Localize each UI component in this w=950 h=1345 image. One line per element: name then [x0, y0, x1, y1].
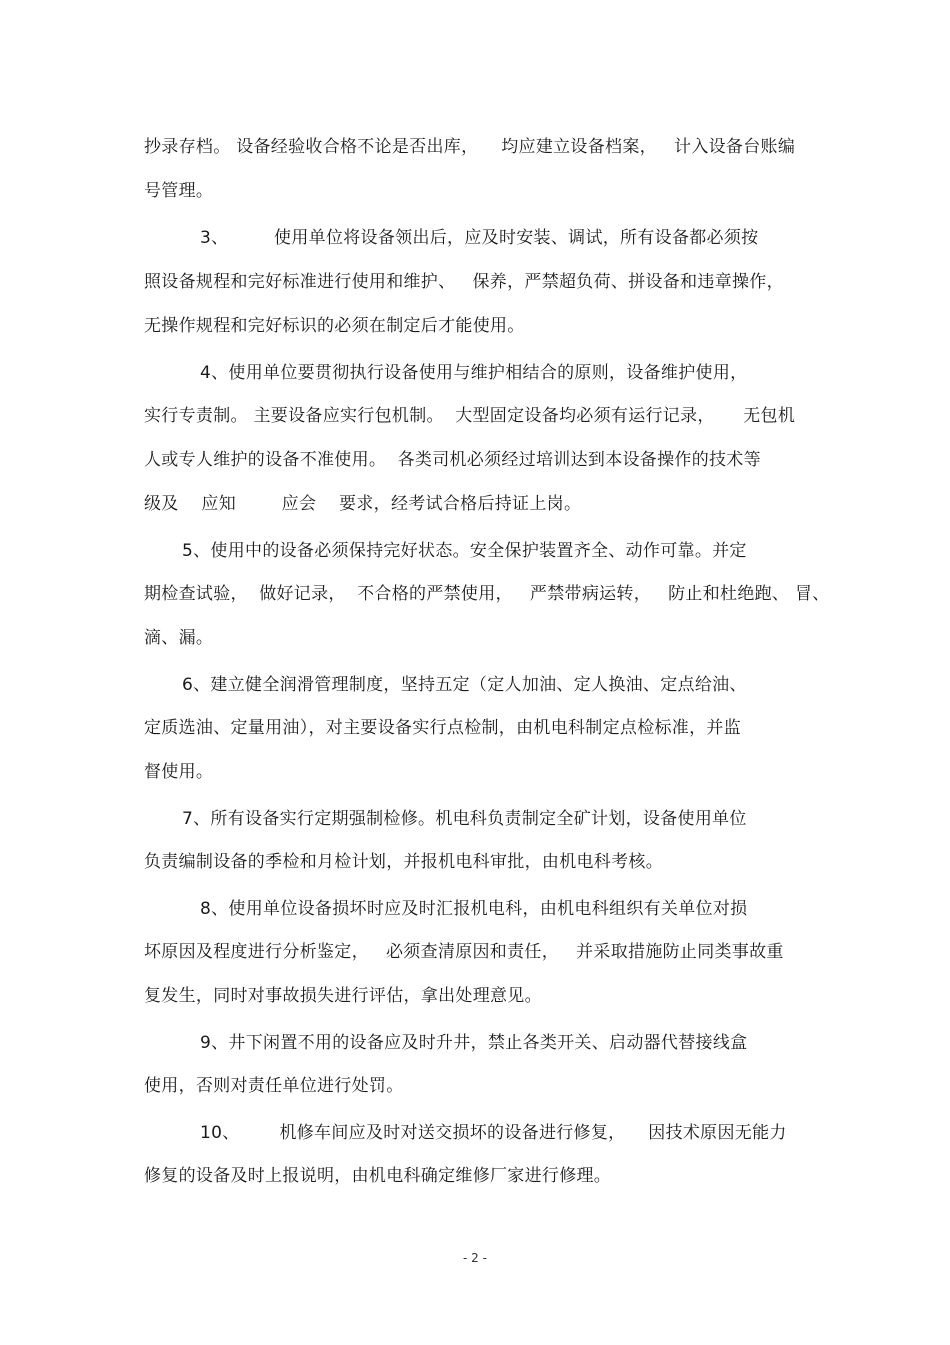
text-line-24: 修复的设备及时上报说明，由机电科确定维修厂家进行修理。: [144, 1166, 612, 1186]
text-line-20: 复发生，同时对事故损失进行评估，拿出处理意见。: [144, 986, 542, 1006]
text-line-17: 负责编制设备的季检和月检计划，并报机电科审批，由机电科考核。: [144, 852, 663, 872]
text-line-4: 照设备规程和完好标准进行使用和维护、 保养，严禁超负荷、拼设备和违章操作，: [144, 272, 784, 292]
text-line-15: 督使用。: [144, 762, 214, 782]
text-line-21: 9、井下闲置不用的设备应及时升井，禁止各类开关、启动器代替接线盒: [200, 1033, 748, 1053]
page-number: - 2 -: [463, 1251, 487, 1265]
text-line-19: 坏原因及程度进行分析鉴定， 必须查清原因和责任， 并采取措施防止同类事故重: [144, 942, 784, 962]
text-line-22: 使用，否则对责任单位进行处罚。: [144, 1076, 404, 1096]
text-line-13: 6、建立健全润滑管理制度，坚持五定（定人加油、定人换油、定点给油、: [182, 675, 747, 695]
text-line-18: 8、使用单位设备损坏时应及时汇报机电科，由机电科组织有关单位对损: [200, 899, 748, 919]
text-line-12: 滴、漏。: [144, 628, 214, 648]
text-line-6: 4、使用单位要贯彻执行设备使用与维护相结合的原则，设备维护使用，: [200, 363, 748, 383]
text-line-10: 5、使用中的设备必须保持完好状态。安全保护装置齐全、动作可靠。并定: [182, 541, 747, 561]
text-line-3: 3、 使用单位将设备领出后，应及时安装、调试，所有设备都必须按: [200, 228, 759, 248]
text-line-14: 定质选油、定量用油），对主要设备实行点检制，由机电科制定点检标准，并监: [144, 718, 741, 738]
text-line-23: 10、 机修车间应及时对送交损坏的设备进行修复， 因技术原因无能力: [200, 1123, 787, 1143]
text-line-7: 实行专责制。 主要设备应实行包机制。 大型固定设备均必须有运行记录， 无包机: [144, 406, 796, 426]
text-line-2: 号管理。: [144, 181, 214, 201]
text-line-16: 7、所有设备实行定期强制检修。机电科负责制定全矿计划，设备使用单位: [182, 809, 747, 829]
text-line-8: 人或专人维护的设备不准使用。 各类司机必须经过培训达到本设备操作的技术等: [144, 450, 761, 470]
text-line-5: 无操作规程和完好标识的必须在制定后才能使用。: [144, 316, 525, 336]
text-line-9: 级及 应知 应会 要求，经考试合格后持证上岗。: [144, 494, 582, 514]
text-line-11: 期检查试验， 做好记录， 不合格的严禁使用， 严禁带病运转， 防止和杜绝跑、 冒、: [144, 584, 830, 604]
text-line-1: 抄录存档。 设备经验收合格不论是否出库， 均应建立设备档案， 计入设备台账编: [144, 137, 796, 157]
